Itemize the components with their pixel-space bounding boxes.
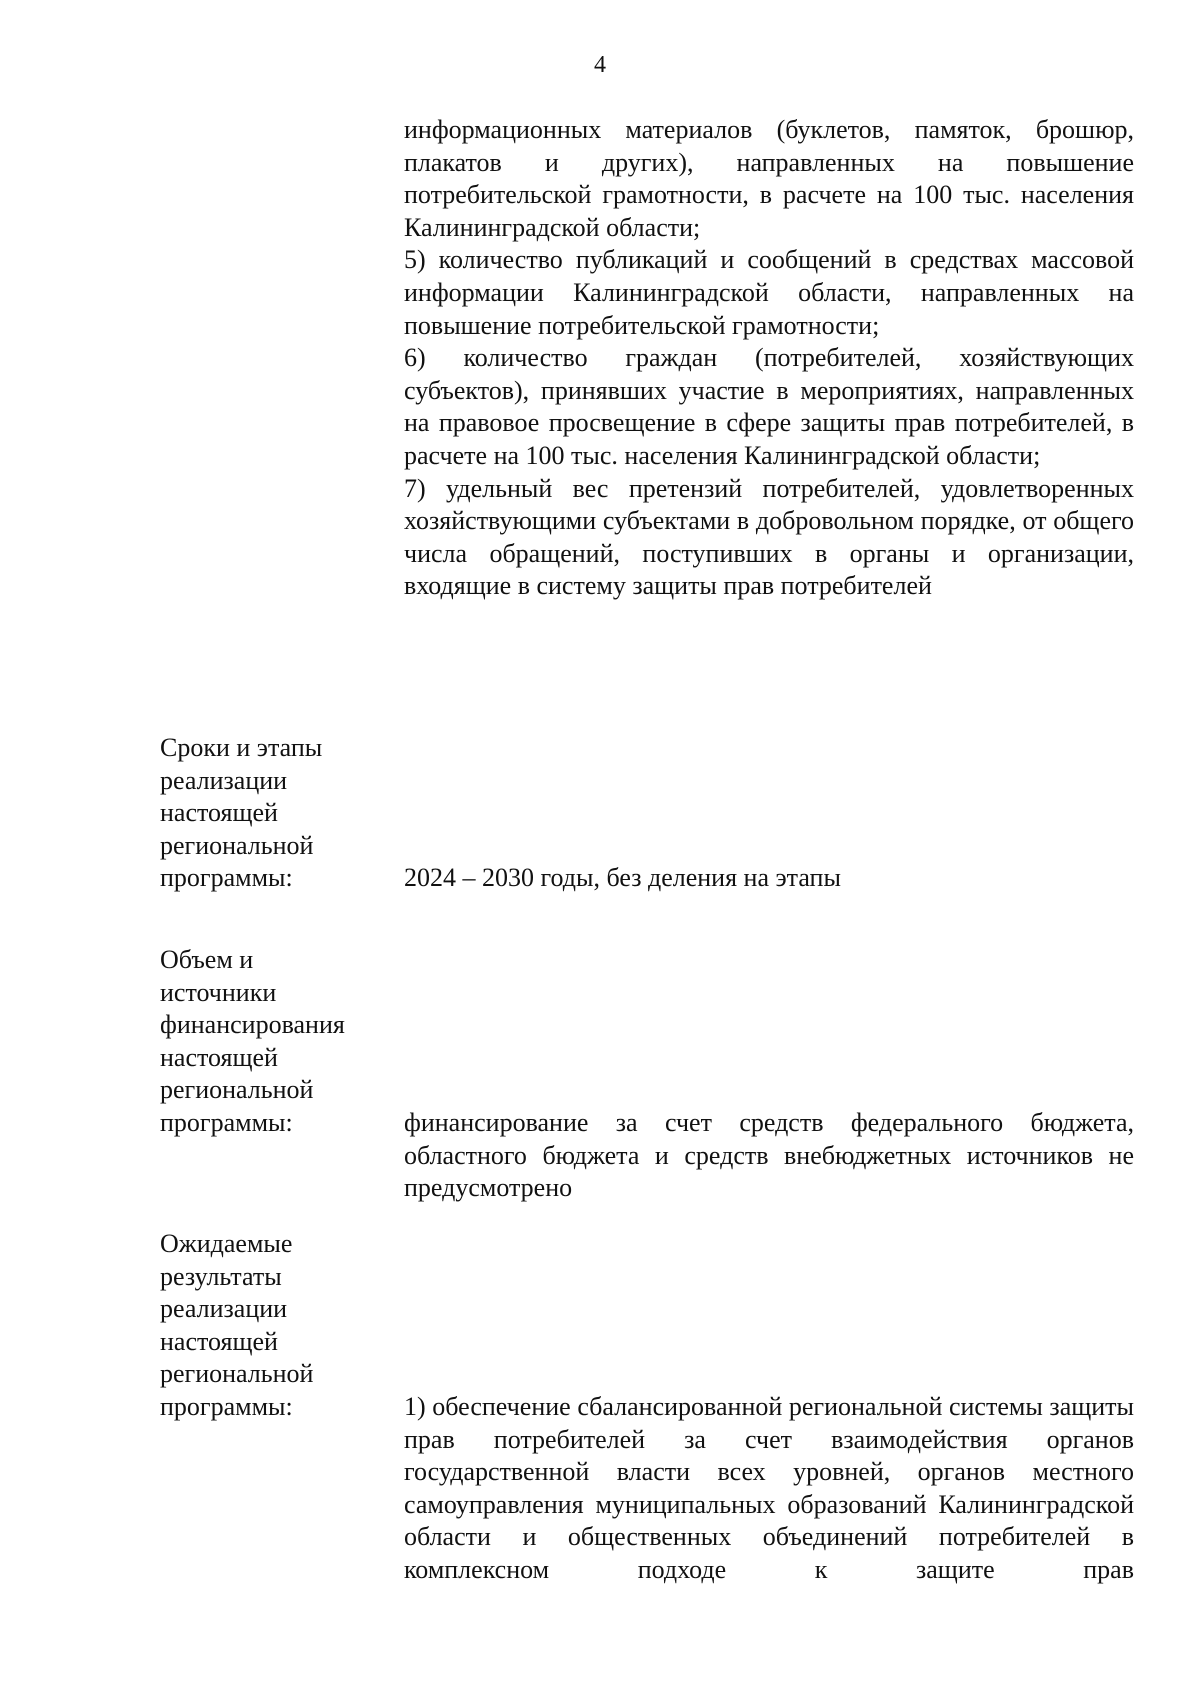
results-label <box>160 1228 390 1424</box>
results-label-line: программы: <box>160 1391 293 1421</box>
page-number: 4 <box>594 52 606 78</box>
results-label-line: реализации <box>160 1294 288 1324</box>
timing-label-line: региональной <box>160 830 314 860</box>
timing-label-line: программы: <box>160 863 293 893</box>
timing-label <box>160 732 390 895</box>
results-label-line: региональной <box>160 1359 314 1389</box>
funding-label-line: региональной <box>160 1075 314 1105</box>
results-label-line: настоящей <box>160 1326 278 1356</box>
results-label-line: результаты <box>160 1261 282 1291</box>
indicator-6: 6) количество граждан (потребителей, хозяйствующих субъектов), принявших участие в мероприятиях, направленных на правовое просвещение в сфере защиты прав потребителей, в расчете на 100 тыс. населения Калининградской области; <box>404 343 1134 470</box>
results-label-line: Ожидаемые <box>160 1229 293 1258</box>
results-value <box>404 1391 1134 1587</box>
timing-label-line: реализации <box>160 765 288 795</box>
timing-label-line: настоящей <box>160 798 278 828</box>
funding-label-line: источники <box>160 977 277 1007</box>
indicator-7: 7) удельный вес претензий потребителей, удовлетворенных хозяйствующими субъектами в добровольном порядке, от общего числа обращений, поступивших в органы и организации, входящие в систему защиты прав потребителей <box>404 473 1134 601</box>
timing-label-line: Сроки и этапы <box>160 733 323 762</box>
results-value-text: 1) обеспечение сбалансированной региональной системы защиты прав потребителей за счет взаимодействия органов государственной власти всех уровней, органов местного самоуправления муниципальных образований Калининградской области и общественных объединений потребителей в комплексном подходе к защите прав <box>404 1392 1134 1584</box>
funding-label <box>160 944 390 1140</box>
funding-label-line: Объем и <box>160 945 254 974</box>
indicators-list <box>404 114 1134 603</box>
funding-label-line: настоящей <box>160 1042 278 1072</box>
timing-value-text: 2024 – 2030 годы, без деления на этапы <box>404 863 841 892</box>
indicator-5: 5) количество публикаций и сообщений в средствах массовой информации Калининградской области, направленных на повышение потребительской грамотности; <box>404 245 1134 340</box>
timing-value <box>404 862 1134 895</box>
funding-value <box>404 1107 1134 1205</box>
indicator-4-continuation: информационных материалов (буклетов, памяток, брошюр, плакатов и других), направленных на повышение потребительской грамотности, в расчете на 100 тыс. населения Калининградской области; <box>404 115 1134 242</box>
funding-label-line: финансирования <box>160 1010 345 1040</box>
funding-label-line: программы: <box>160 1107 293 1137</box>
funding-value-text: финансирование за счет средств федерального бюджета, областного бюджета и средств внебюджетных источников не предусмотрено <box>404 1108 1134 1203</box>
